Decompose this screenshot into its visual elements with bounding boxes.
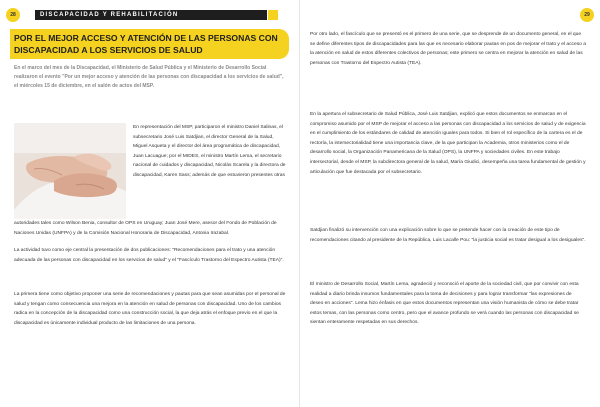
page-number-left: 28 (6, 8, 20, 22)
paragraph-5: En la apertura el subsecretario de Salud Pública, José Luis Satdjian, explicó que estos documentos se enmarcan en el compromiso asumido por el MSP de mejorar el acceso a las personas con discapacidad a los servicios de salud y de exigencia en el cumplimiento de los estándares de calidad de atención iguales para todos. Si bien el rol específico de la cartera es el de rectoría, la intersectorialidad tiene una importancia clave, de la que participan la Academia, otros ministerios como el de desarrollo social, la Organización Panamericana de la Salud (OPS), la UNFPA y sociedades civiles. En este trabajo intersectorial, desde el MSP, la subdirectora general de la salud, María Giudici, desempeña una tarea fundamental de gestión y articulación que fue destacada por el subsecretario. (310, 112, 586, 175)
hands-photo (14, 123, 126, 219)
header-accent (268, 10, 278, 20)
section-header: DISCAPACIDAD Y REHABILITACIÓN (40, 12, 179, 18)
right-page (300, 0, 600, 407)
paragraph-4: Por otro lado, el fascículo que se presentó es el primero de una serie, que se desprende de un documento general, en el que se define diferentes tipos de discapacidades para las que es necesario elaborar pautas en pos de mejorar el trato y el acceso a la atención en salud de estos diferentes colectivos de personas; este primero se centra en mejorar la atención en salud de las personas con Trastorno del Espectro Autista (TEA). (310, 32, 586, 66)
paragraph-6: Satdjian finalizó su intervención con una explicación sobre lo que se pretende hacer con la creación de este tipo de recomendaciones citando al presidente de la República, Luis Lacalle Pou: "la justicia social es tratar desigual a los desiguales". (310, 228, 586, 243)
page-number-right: 29 (580, 8, 594, 22)
article-lead: En el marco del mes de la Discapacidad, el Ministerio de Salud Pública y el Ministerio de Desarrollo Social realizaron el evento "Por un mejor acceso y atención de las personas con discapacidad a los servicios de salud", el miércoles 15 de diciembre, en el salón de actos del MSP. (14, 65, 284, 90)
paragraph-3: La primera tiene como objetivo proponer una serie de recomendaciones y pautas para que sean asumidas por el personal de salud y tengan como consecuencia una mejora en la atención en salud de personas con discapacidad. Uno de los cambios radica en la concepción de la discapacidad como una construcción social, la que deja atrás el enfoque previo en el que la discapacidad es únicamente individual producto de las limitaciones de una persona. (14, 292, 286, 326)
paragraph-2: La actividad tuvo como eje central la presentación de dos publicaciones: "Recomendaciones para el trato y una atención adecuada de las personas con discapacidad en los servicios de salud" y el "Fascículo Trastorno del Espectro Autista (TEA)". (14, 248, 284, 263)
paragraph-1-continued: autoridades tales como Wilson Benia, consultor de OPS en Uruguay; Juan José Mere, asesor del Fondo de Población de Naciones Unidas (UNFPA) y de la Comisión Nacional Honoraria de Discapacidad, Antonia Irazabal. (14, 221, 277, 236)
paragraph-1: En representación del MSP, participaron el ministro Daniel Salinas, el subsecretario José Luis Satdjian, el director General de la Salud, Miguel Asqueta y el director del área programática de discapacidad, Juan Lacuague; por el MIDES, el ministro Martín Lema, el secretario nacional de cuidados y discapacidad, Nicolás Scarela y la directora de discapacidad, Karen Sass; además de que estuvieron presentes otras (133, 125, 286, 178)
paragraph-7: El ministro de Desarrollo Social, Martín Lema, agradeció y reconoció el aporte de la sociedad civil, que por convivir con esta realidad a diario brinda insumos fundamentales para la toma de decisiones y para lograr transformar "las expresiones de deseo en acciones". Lema hizo énfasis en que estos documentos representan una visión humanista de cómo se debe tratar estos temas, con las personas como centro, pero que el avance profundo se verá cuando las personas con discapacidad se sientan enteramente respetadas en sus derechos. (310, 282, 579, 326)
article-title: POR EL MEJOR ACCESO Y ATENCIÓN DE LAS PERSONAS CON DISCAPACIDAD A LOS SERVICIOS DE SALUD (14, 33, 278, 55)
